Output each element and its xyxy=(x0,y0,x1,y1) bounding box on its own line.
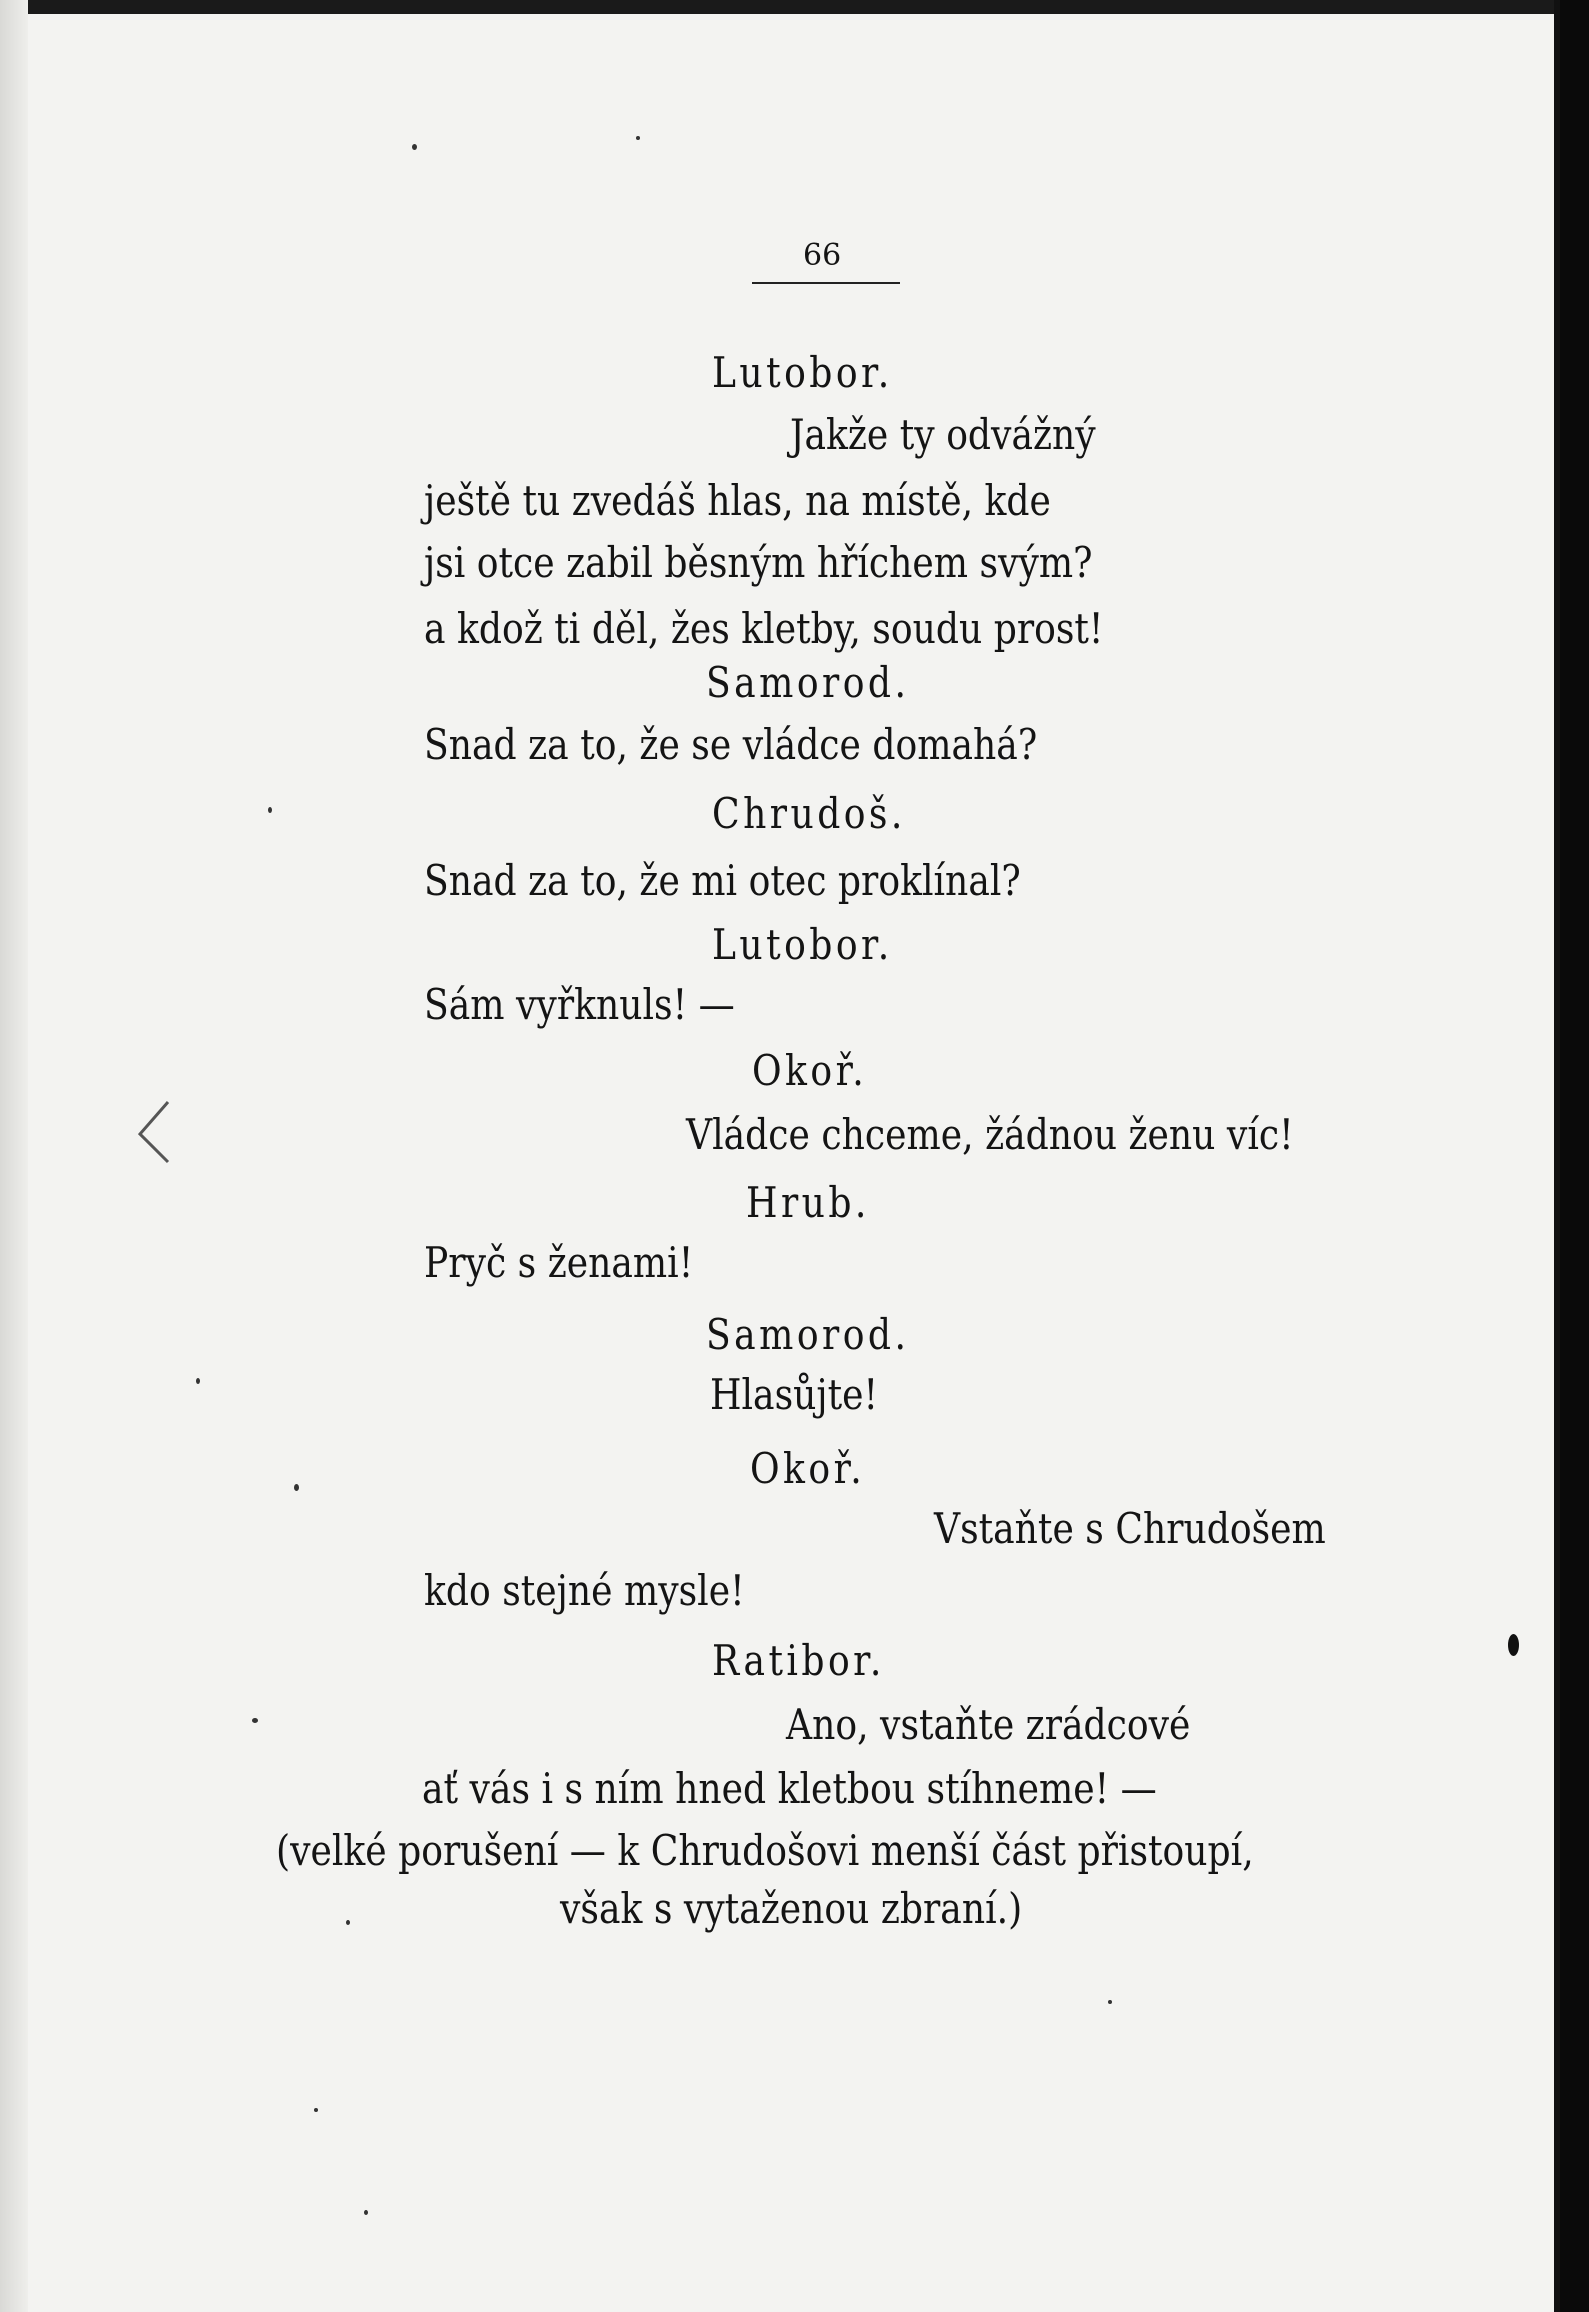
verse-line: Snad za to, že mi otec proklínal? xyxy=(424,856,1021,905)
verse-line: ať vás i s ním hned kletbou stíhneme! — xyxy=(422,1764,1157,1813)
speaker-name: Hrub. xyxy=(746,1178,870,1227)
scan-speck xyxy=(364,2210,368,2215)
verse-line: Vstaňte s Chrudošem xyxy=(934,1504,1326,1553)
speaker-name: Lutobor. xyxy=(712,920,893,969)
verse-line: Vládce chceme, žádnou ženu víc! xyxy=(686,1110,1294,1159)
scan-speck xyxy=(636,136,640,140)
speaker-name: Samorod. xyxy=(706,658,910,707)
scan-speck xyxy=(1108,2000,1112,2004)
verse-line: a kdož ti děl, žes kletby, soudu prost! xyxy=(424,604,1104,653)
scan-speck xyxy=(1508,1634,1519,1656)
speaker-name: Okoř. xyxy=(752,1046,868,1095)
scan-speck xyxy=(196,1378,200,1384)
scan-speck xyxy=(268,807,272,813)
scan-speck xyxy=(252,1718,258,1723)
verse-line: Sám vyřknuls! — xyxy=(424,980,735,1029)
verse-line: ještě tu zvedáš hlas, na místě, kde xyxy=(424,476,1051,525)
scan-left-edge xyxy=(0,0,28,2312)
speaker-name: Ratibor. xyxy=(712,1636,885,1685)
scan-speck xyxy=(314,2108,318,2112)
scan-speck xyxy=(412,144,417,150)
verse-line: Snad za to, že se vládce domahá? xyxy=(424,720,1038,769)
page-number-rule xyxy=(752,282,900,284)
verse-line: jsi otce zabil běsným hříchem svým? xyxy=(424,538,1093,587)
verse-line: Pryč s ženami! xyxy=(424,1238,694,1287)
speaker-name: Samorod. xyxy=(706,1310,910,1359)
verse-line: Ano, vstaňte zrádcové xyxy=(786,1700,1191,1749)
scan-top-border xyxy=(0,0,1554,14)
scan-speck xyxy=(294,1484,299,1491)
verse-line: Hlasůjte! xyxy=(710,1370,878,1419)
speaker-name: Chrudoš. xyxy=(712,789,906,838)
scan-speck xyxy=(346,1920,350,1925)
verse-line: Jakže ty odvážný xyxy=(790,410,1096,459)
verse-line: kdo stejné mysle! xyxy=(424,1566,745,1615)
page-number: 66 xyxy=(803,238,842,273)
margin-chevron-mark xyxy=(134,1098,174,1168)
stage-direction-line: však s vytaženou zbraní.) xyxy=(560,1884,1023,1933)
speaker-name: Lutobor. xyxy=(712,348,893,397)
stage-direction-line: (velké porušení — k Chrudošovi menší část přistoupí, xyxy=(276,1826,1254,1875)
speaker-name: Okoř. xyxy=(750,1444,866,1493)
